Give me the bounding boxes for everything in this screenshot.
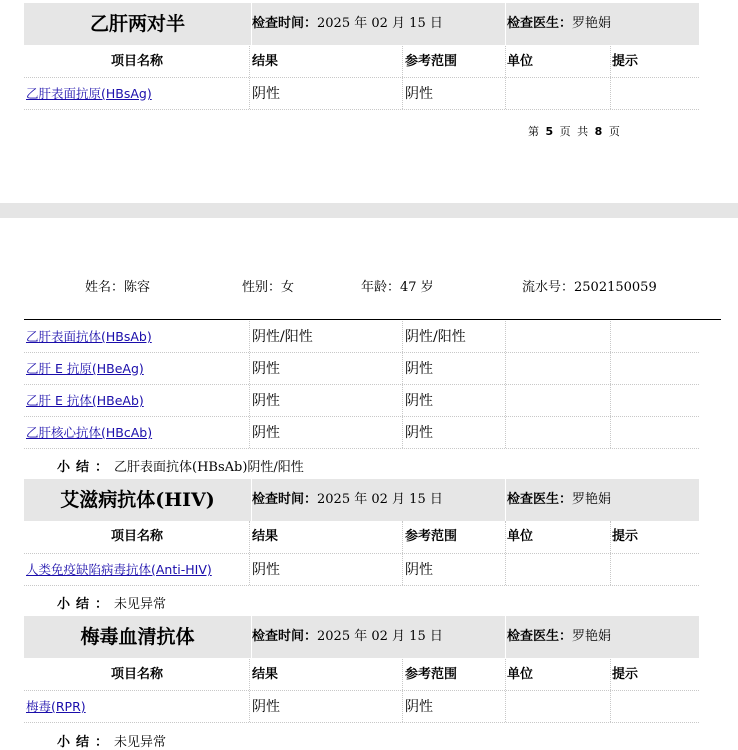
col-divider: [610, 659, 611, 722]
col-unit-header: 单位: [507, 667, 534, 682]
col-divider: [505, 46, 506, 109]
table-row: [24, 78, 699, 110]
header-divider: [505, 3, 506, 45]
item-ref-range: 阴性: [405, 86, 433, 102]
item-name-link[interactable]: 乙肝表面抗原(HBsAg): [26, 86, 152, 101]
item-ref-range: 阴性: [405, 361, 433, 377]
item-ref-range: 阴性/阳性: [405, 329, 466, 345]
col-divider: [249, 321, 250, 448]
item-name-link[interactable]: 乙肝表面抗体(HBsAb): [26, 329, 152, 344]
col-divider: [249, 46, 250, 109]
col-name-header: 项目名称: [111, 667, 164, 682]
col-divider: [402, 321, 403, 448]
summary-hbv: 小结：乙肝表面抗体(HBsAb)阴性/阳性: [57, 460, 304, 475]
col-divider: [505, 521, 506, 585]
item-result: 阴性: [252, 699, 280, 715]
col-unit-header: 单位: [507, 529, 534, 544]
exam-time: 检查时间：2025 年 02 月 15 日: [252, 492, 443, 507]
col-unit-header: 单位: [507, 54, 534, 69]
table-row: [24, 353, 699, 385]
section-title: 乙肝两对半: [89, 13, 185, 35]
table-row: [24, 554, 699, 586]
patient-serial: 流水号：2502150059: [522, 280, 657, 295]
row-divider: [24, 109, 699, 110]
col-divider: [249, 521, 250, 585]
col-divider: [249, 659, 250, 722]
table-row: [24, 385, 699, 417]
page-5: [0, 0, 738, 203]
item-name-link[interactable]: 人类免疫缺陷病毒抗体(Anti-HIV): [26, 562, 212, 577]
col-hint-header: 提示: [612, 667, 639, 682]
col-divider: [505, 659, 506, 722]
column-headers: [24, 46, 699, 78]
item-ref-range: 阴性: [405, 393, 433, 409]
column-headers: [24, 521, 699, 553]
exam-time: 检查时间：2025 年 02 月 15 日: [252, 16, 443, 31]
col-name-header: 项目名称: [111, 529, 164, 544]
col-name-header: 项目名称: [111, 54, 164, 69]
col-divider: [402, 46, 403, 109]
summary-syphilis: 小结：未见异常: [57, 735, 167, 750]
item-result: 阴性: [252, 562, 280, 578]
exam-doctor: 检查医生：罗艳娟: [507, 629, 612, 644]
column-headers: [24, 659, 699, 691]
table-row: [24, 417, 699, 449]
item-result: 阴性: [252, 86, 280, 102]
section-header-hiv: [24, 479, 699, 521]
row-divider: [24, 585, 699, 586]
page-gap: [0, 203, 738, 218]
row-divider: [24, 722, 699, 723]
exam-time: 检查时间：2025 年 02 月 15 日: [252, 629, 443, 644]
page-number: 第 5 页 共 8 页: [528, 125, 620, 138]
section-header-syphilis: [24, 616, 699, 658]
col-ref-header: 参考范围: [405, 667, 458, 682]
item-result: 阴性: [252, 425, 280, 441]
col-ref-header: 参考范围: [405, 529, 458, 544]
section-title: 艾滋病抗体(HIV): [60, 489, 215, 511]
col-divider: [610, 46, 611, 109]
header-divider: [505, 479, 506, 521]
section-title: 梅毒血清抗体: [80, 626, 195, 648]
col-result-header: 结果: [252, 667, 279, 682]
patient-age: 年龄：47 岁: [361, 280, 434, 295]
exam-doctor: 检查医生：罗艳娟: [507, 492, 612, 507]
item-name-link[interactable]: 乙肝 E 抗体(HBeAb): [26, 393, 144, 408]
item-result: 阴性: [252, 361, 280, 377]
row-divider: [24, 448, 699, 449]
item-result: 阴性/阳性: [252, 329, 313, 345]
item-name-link[interactable]: 乙肝 E 抗原(HBeAg): [26, 361, 144, 376]
item-ref-range: 阴性: [405, 699, 433, 715]
col-ref-header: 参考范围: [405, 54, 458, 69]
col-divider: [610, 521, 611, 585]
item-ref-range: 阴性: [405, 425, 433, 441]
header-rule: [24, 319, 721, 320]
header-divider: [505, 616, 506, 658]
summary-hiv: 小结：未见异常: [57, 597, 167, 612]
item-result: 阴性: [252, 393, 280, 409]
table-row: [24, 691, 699, 723]
patient-name: 姓名：陈容: [85, 280, 151, 295]
section-header-hbv: [24, 3, 699, 45]
item-name-link[interactable]: 梅毒(RPR): [26, 699, 86, 714]
col-hint-header: 提示: [612, 529, 639, 544]
col-result-header: 结果: [252, 54, 279, 69]
patient-gender: 性别：女: [242, 280, 295, 295]
col-result-header: 结果: [252, 529, 279, 544]
col-divider: [402, 521, 403, 585]
col-hint-header: 提示: [612, 54, 639, 69]
exam-doctor: 检查医生：罗艳娟: [507, 16, 612, 31]
item-name-link[interactable]: 乙肝核心抗体(HBcAb): [26, 425, 153, 440]
col-divider: [402, 659, 403, 722]
col-divider: [505, 321, 506, 448]
item-ref-range: 阴性: [405, 562, 433, 578]
col-divider: [610, 321, 611, 448]
table-row: [24, 321, 699, 353]
